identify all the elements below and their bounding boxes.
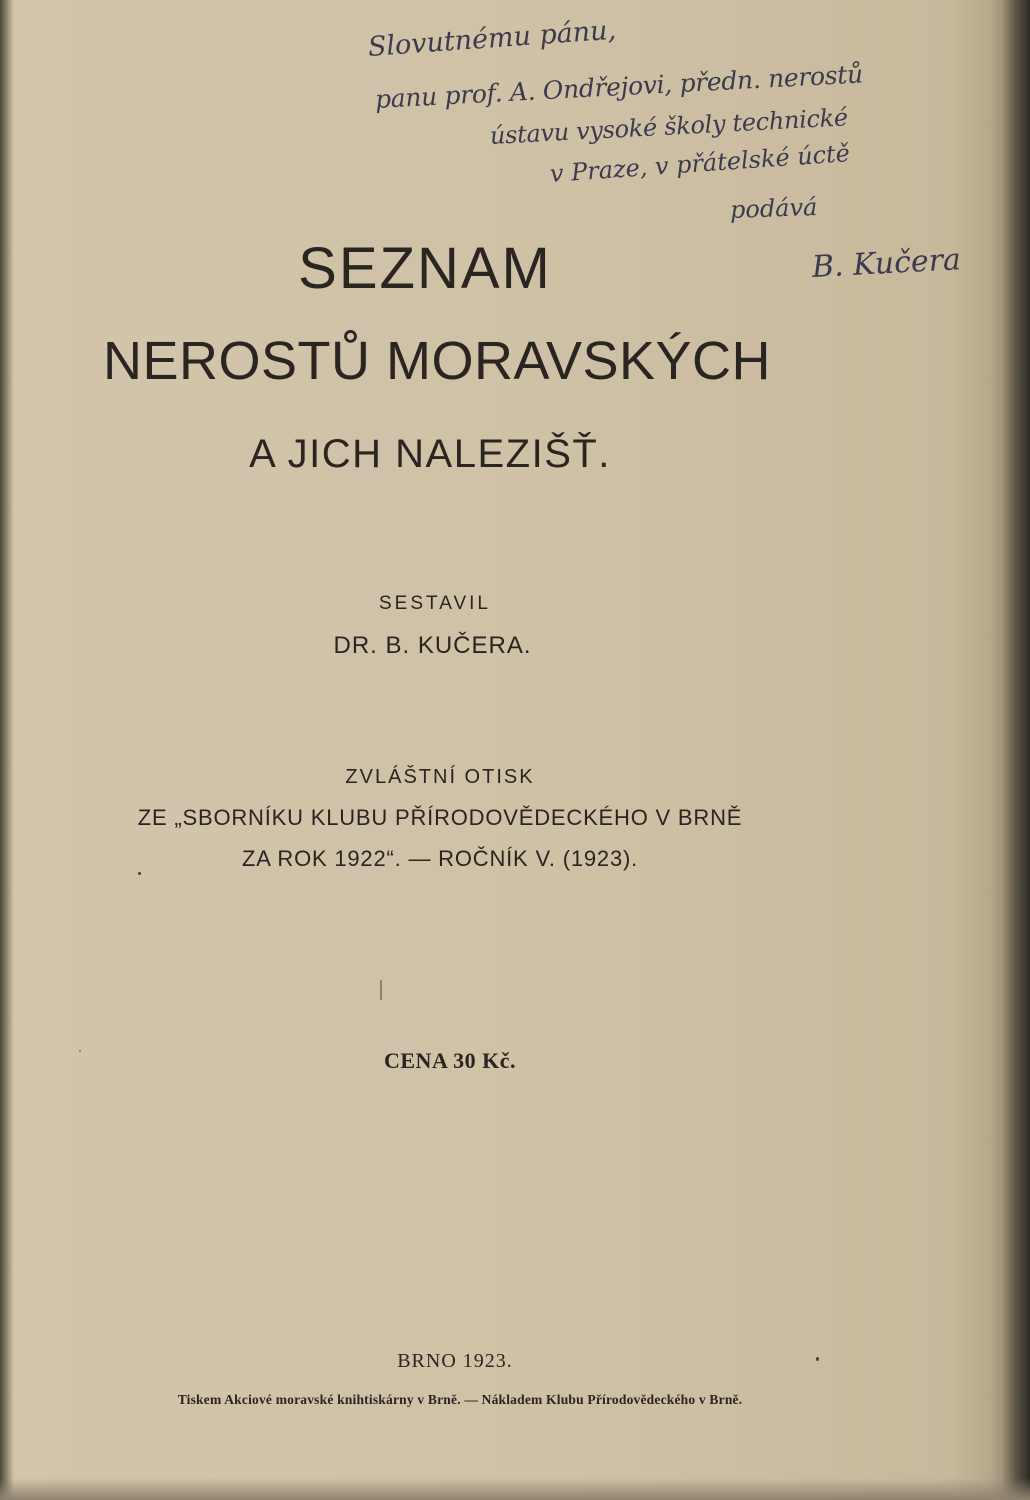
page-edge [1000, 0, 1030, 1500]
spine-shadow [0, 0, 14, 1500]
price: CENA 30 Kč. [384, 1048, 516, 1073]
title-line-1: SEZNAM [298, 236, 552, 301]
inscription-line-1: Slovutnému pánu, [366, 14, 618, 63]
offprint-year: ZA ROK 1922“. — ROČNÍK V. (1923). [241, 846, 639, 871]
imprint-place-year: BRNO 1923. [397, 1350, 513, 1372]
inscription-line-3: ústavu vysoké školy technické [489, 103, 849, 150]
author-name: DR. B. KUČERA. [333, 632, 532, 659]
inscription-line-4: v Praze, v přátelské úctě [549, 139, 851, 188]
offprint-source: ZE „SBORNÍKU KLUBU PŘÍRODOVĚDECKÉHO V BRNĚ [137, 805, 743, 830]
paper-speck [138, 872, 141, 875]
inscription-signature: B. Kučera [811, 242, 962, 285]
paper-speck [380, 980, 382, 1000]
offprint-label: ZVLÁŠTNÍ OTISK [345, 766, 535, 788]
page-bottom-edge [0, 1478, 1030, 1500]
paper-speck [79, 1050, 81, 1052]
title-line-2: NEROSTŮ MORAVSKÝCH [102, 331, 772, 391]
inscription-line-5: podává [729, 192, 818, 224]
imprint-printer: Tiskem Akciové moravské knihtiskárny v Brně. — Nákladem Klubu Přírodovědeckého v Brně. [177, 1392, 743, 1407]
paper-speck [816, 1357, 819, 1361]
inscription-line-2: panu prof. A. Ondřejovi, předn. nerostů [374, 59, 864, 114]
compiled-by-label: SESTAVIL [379, 593, 491, 614]
title-line-3: A JICH NALEZIŠŤ. [249, 432, 611, 476]
